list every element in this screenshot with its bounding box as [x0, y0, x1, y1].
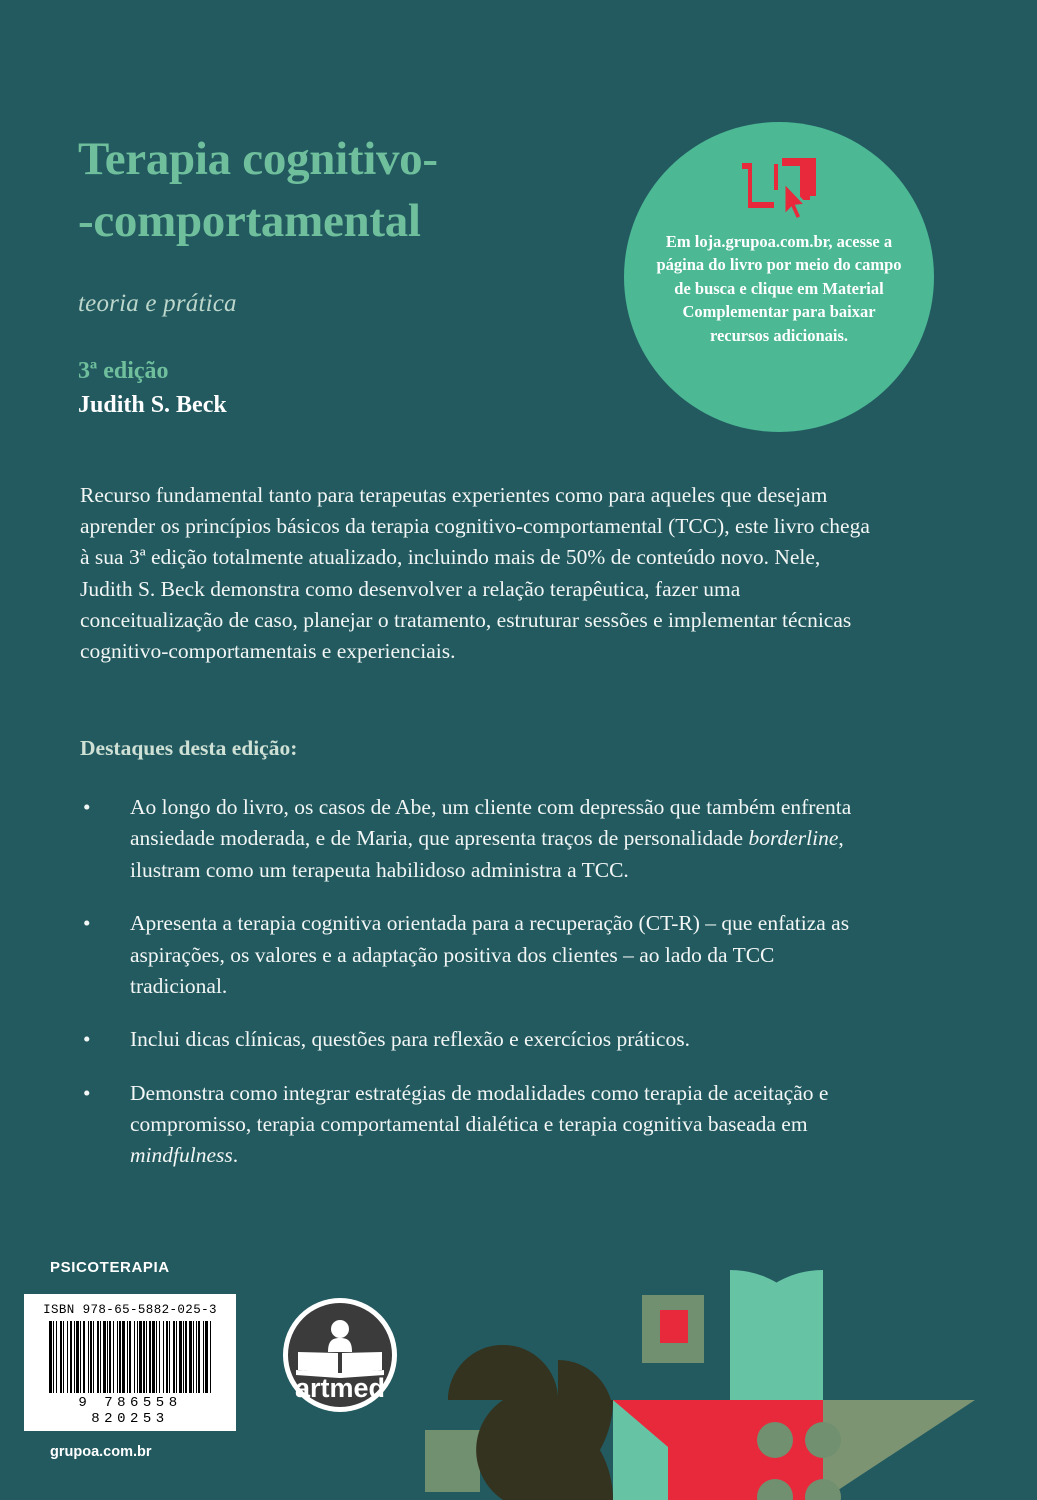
artmed-wordmark: artmed — [294, 1373, 386, 1403]
list-item — [80, 908, 870, 1002]
list-item — [80, 1078, 870, 1172]
intro-paragraph: Recurso fundamental tanto para terapeutas experientes como para aqueles que desejam aprender os princípios básicos da terapia cognitivo-comportamental (TCC), este livro chega à sua 3ª edição totalmente atualizado, incluindo mais de 50% de conteúdo novo. Nele, Judith S. Beck demonstra como desenvolver a relação terapêutica, fazer uma conceitualização de caso, planejar o tratamento, estruturar sessões e implementar técnicas cognitivo-comportamentais e experienciais. — [80, 482, 870, 664]
promo-badge-text: Em loja.grupoa.com.br, acesse a página do livro por meio do campo de busca e clique em Material Complementar para baixar recursos adicionais. — [656, 232, 902, 345]
page-title — [78, 128, 618, 252]
publisher-website: grupoa.com.br — [50, 1444, 152, 1460]
list-item-text-pre: Apresenta a terapia cognitiva orientada para a recuperação (CT-R) – que enfatiza as aspirações, os valores e a adaptação positiva dos clientes – ao lado da TCC tradicional. — [130, 911, 850, 998]
list-item — [80, 792, 870, 886]
highlights-list — [80, 792, 870, 1194]
promo-badge — [624, 122, 934, 432]
edition-label: 3ª edição — [78, 358, 169, 385]
highlights-heading: Destaques desta edição: — [80, 736, 298, 760]
category-label: PSICOTERAPIA — [50, 1259, 170, 1276]
author-name: Judith S. Beck — [78, 392, 227, 419]
isbn-number: ISBN 978-65-5882-025-3 — [43, 1303, 217, 1317]
list-item-text-pre: Ao longo do livro, os casos de Abe, um cliente com depressão que também enfrenta ansiedade moderada, e de Maria, que apresenta traços de personalidade — [130, 795, 852, 851]
open-book-with-cursor-icon — [740, 156, 818, 220]
bullet-marker: • — [83, 1027, 91, 1052]
sage-triangle — [823, 1400, 975, 1500]
book-subtitle: teoria e prática — [78, 290, 237, 318]
barcode-bars — [36, 1321, 224, 1393]
list-item-text-pre: Demonstra como integrar estratégias de modalidades como terapia de aceitação e compromisso, terapia comportamental dialética e terapia cognitiva baseada em — [130, 1080, 829, 1136]
sage-dot — [805, 1422, 841, 1458]
list-item-text-italic: borderline — [748, 826, 839, 851]
decorative-shapes — [420, 1260, 1037, 1500]
artmed-logo — [281, 1296, 399, 1414]
list-item-text-post: . — [232, 1143, 239, 1168]
bullet-marker: • — [83, 1080, 91, 1105]
list-item-text-pre: Inclui dicas clínicas, questões para reflexão e exercícios práticos. — [130, 1027, 690, 1052]
book-title-line-2: -comportamental — [78, 195, 421, 248]
book-title-line-1: Terapia cognitivo- — [78, 133, 438, 185]
bullet-marker: • — [83, 911, 91, 936]
sage-square-small — [425, 1430, 480, 1492]
list-item — [80, 1024, 870, 1055]
list-item-text-post: , ilustram como um terapeuta habilidoso administra a TCC. — [130, 826, 844, 882]
barcode-digits: 9 786558 820253 — [78, 1395, 182, 1427]
bullet-marker: • — [83, 795, 91, 819]
red-inner-square — [660, 1310, 688, 1343]
sage-dot — [757, 1422, 793, 1458]
isbn-barcode — [24, 1294, 236, 1431]
list-item-text-italic: mindfulness — [130, 1143, 233, 1168]
title-block — [78, 128, 618, 419]
